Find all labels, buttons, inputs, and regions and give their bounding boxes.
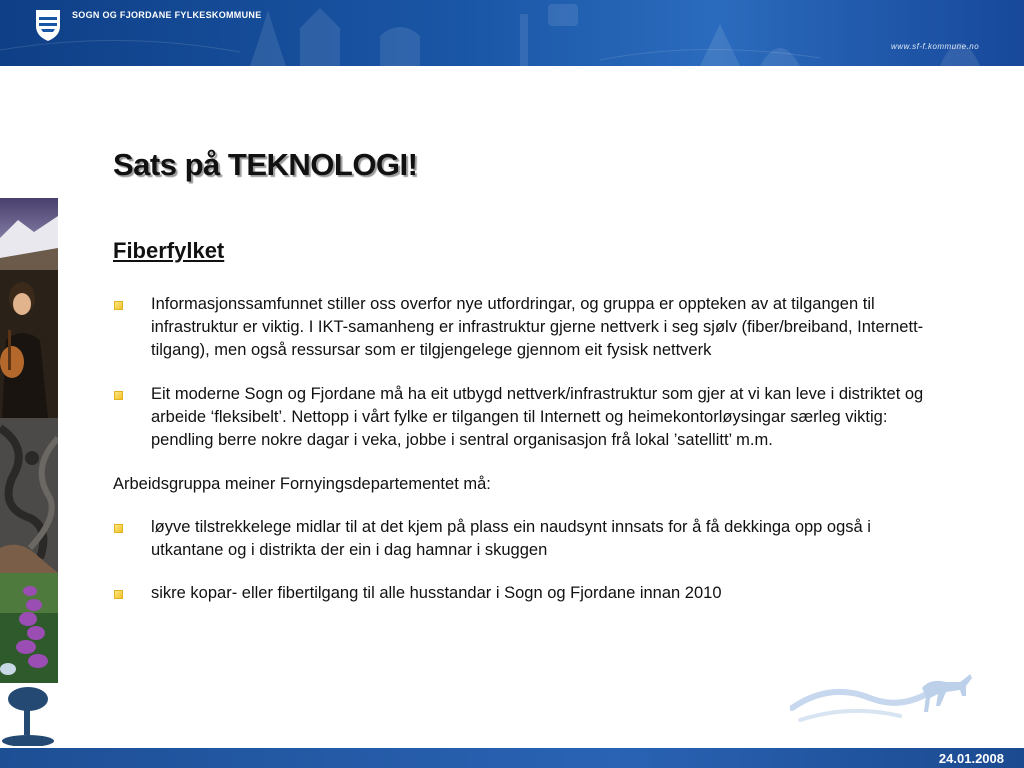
carving-photo [0, 418, 58, 573]
header-banner [0, 0, 1024, 66]
bullet-item [113, 293, 933, 363]
slide-subtitle: Fiberfylket [113, 238, 225, 263]
bullet-item [113, 582, 933, 608]
tree-silhouette-photo [0, 683, 58, 746]
horse-landscape-watermark [790, 668, 980, 730]
org-name: SOGN OG FJORDANE FYLKESKOMMUNE [72, 10, 262, 20]
bullet-square-icon [114, 590, 123, 599]
bullet-square-icon [114, 524, 123, 533]
slide-title: Sats på TEKNOLOGI! [113, 147, 418, 182]
slide-date: 24.01.2008 [938, 751, 1004, 766]
bullet-square-icon [114, 391, 123, 400]
website-url: www.sf-f.kommune.no [891, 42, 980, 51]
bullet-text: Eit moderne Sogn og Fjordane må ha eit utbygd nettverk/infrastruktur som gjer at vi kan leve i distriktet og arbeide ‘fleksibelt’. Nettopp i vårt fylke er tilgangen til Internett og heimekontorløysingar særleg viktig: pendling berre nokre dagar i veka, jobbe i sentral organisasjon frå lokal ’satellitt’ m.m. [151, 385, 924, 449]
photo-strip [0, 198, 58, 746]
footer-bar [0, 748, 1024, 768]
bullet-item [113, 516, 933, 564]
foxglove-photo [0, 573, 58, 683]
bullet-square-icon [114, 301, 123, 310]
violinist-photo [0, 270, 58, 418]
glacier-photo [0, 198, 58, 270]
bullet-text: sikre kopar- eller fibertilgang til alle husstandar i Sogn og Fjordane innan 2010 [151, 584, 722, 602]
intro-paragraph: Arbeidsgruppa meiner Fornyingsdepartementet må: [113, 475, 491, 493]
county-shield-logo [34, 8, 62, 42]
bullet-text: løyve tilstrekkelege midlar til at det kjem på plass ein naudsynt innsats for å få dekkinga opp også i utkantane og i distrikta der ein i dag hamnar i skuggen [151, 518, 871, 559]
bullet-item [113, 383, 933, 453]
bullet-text: Informasjonssamfunnet stiller oss overfor nye utfordringar, og gruppa er oppteken av at tilgangen til infrastruktur er viktig. I IKT-samanheng er infrastruktur gjerne nettverk i seg sjølv (fiber/breiband, Internett-tilgang), men også ressursar som er tilgjengelege gjennom eit fysisk nettverk [151, 295, 924, 359]
